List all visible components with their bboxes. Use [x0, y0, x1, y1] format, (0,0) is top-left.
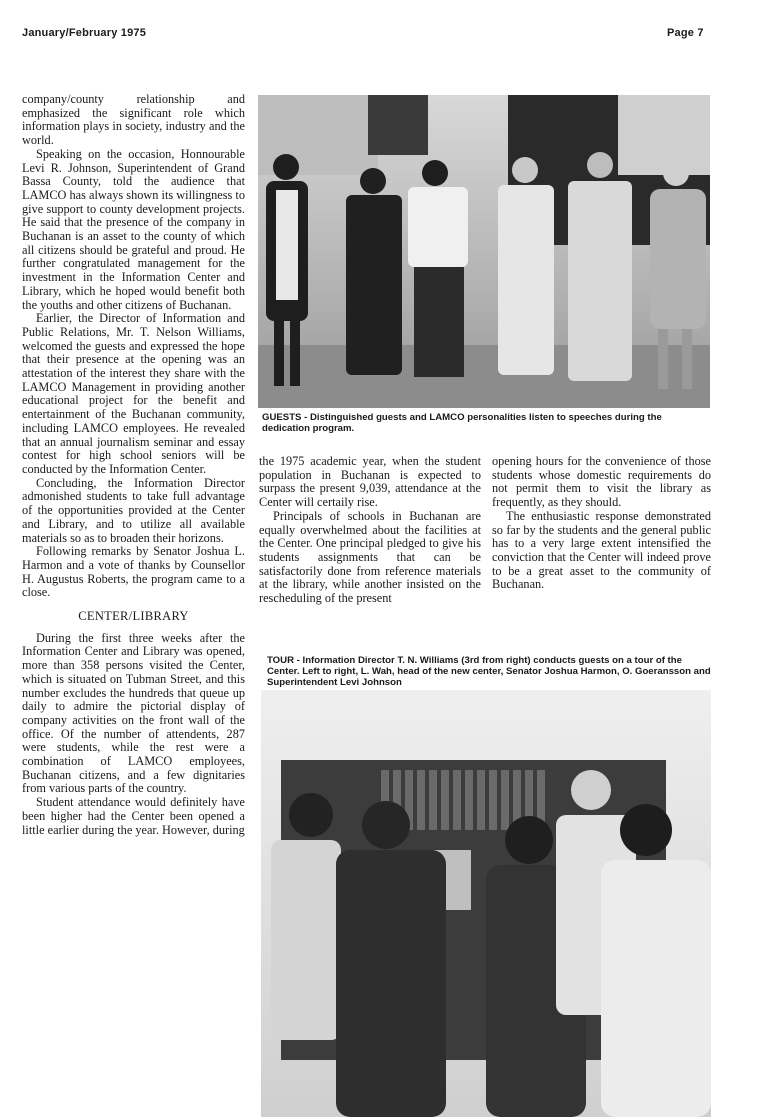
guests-photo-illustration — [258, 95, 710, 408]
paragraph: Earlier, the Director of Information and Public Relations, Mr. T. Nelson Williams, welcomed the guests and expressed the hope that their presence at the opening was an attestation of the interest they share with the LAMCO Management in providing another educational project for the benefit and entertainment of the Buchanan community, including LAMCO employees. He revealed that an annual journalism seminar and essay contest for high school seniors will be conducted by the Information Center. — [22, 311, 245, 476]
paragraph: the 1975 academic year, when the student population in Buchanan is expected to surpass the present 9,039, attendance at the Center will certaily rise. — [259, 454, 481, 510]
article-column-2 — [259, 455, 481, 606]
tour-photo — [261, 690, 711, 1117]
paragraph: Following remarks by Senator Joshua L. Harmon and a vote of thanks by Counsellor H. Augustus Roberts, the program came to a close. — [22, 544, 245, 600]
paragraph: Student attendance would definitely have been higher had the Center been opened a little earlier during the year. However, during — [22, 795, 245, 837]
paragraph: company/county relationship and emphasized the significant role which information plays in society, industry and the world. — [22, 92, 245, 148]
paragraph: opening hours for the convenience of those students whose domestic requirements do not permit them to visit the library as frequently, as they should. — [492, 454, 711, 510]
paragraph: Speaking on the occasion, Honnourable Levi R. Johnson, Superintendent of Grand Bassa County, told the audience that LAMCO has always shown its willingness to give support to county development projects. He said that the presence of the company in Buchanan is an asset to the county of which all citizens should be grateful and proud. He further congratulated management for the investment in the Information Center and Library, which he hoped would benefit both the youths and other citizens of Buchanan. — [22, 146, 245, 312]
article-column-1 — [22, 93, 245, 837]
paragraph: The enthusiastic response demonstrated so far by the students and the general public has to a very large extent intensified the conviction that the Center will indeed prove to be a great asset to the community of Buchanan. — [492, 508, 711, 592]
paragraph: During the first three weeks after the Information Center and Library was opened, more than 358 persons visited the Center, which is situated on Tubman Street, and this number excludes the hundreds that queue up daily to admire the pictorial display of company activities on the front wall of the office. Of the number of attendents, 287 were students, while the rest were a combination of LAMCO employees, Buchanan citizens, and a few dignitaries from various parts of the country. — [22, 630, 245, 796]
article-column-3 — [492, 455, 711, 592]
page-number: Page 7 — [667, 27, 704, 39]
tour-photo-illustration — [261, 690, 711, 1117]
section-subheading: CENTER/LIBRARY — [78, 609, 189, 624]
paragraph: Principals of schools in Buchanan are equally overwhelmed about the facilities at the Center. One principal pledged to give his students assignments that can be satisfactorily done from reference materials at the library, while another insisted on the rescheduling of the present — [259, 508, 481, 606]
guests-photo-caption: GUESTS - Distinguished guests and LAMCO personalities listen to speeches during the dedication program. — [262, 412, 662, 434]
tour-photo-caption: TOUR - Information Director T. N. Williams (3rd from right) conducts guests on a tour of the Center. Left to right, L. Wah, head of the new center, Senator Joshua Harmon, O. Goeransson and Superintendent Levi Johnson — [267, 655, 711, 688]
guests-photo — [258, 95, 710, 408]
paragraph: Concluding, the Information Director admonished students to take full advantage of the opportunities provided at the Center and Library, and to utilize all available materials so as to broaden their horizons. — [22, 475, 245, 545]
issue-date: January/February 1975 — [22, 27, 147, 39]
